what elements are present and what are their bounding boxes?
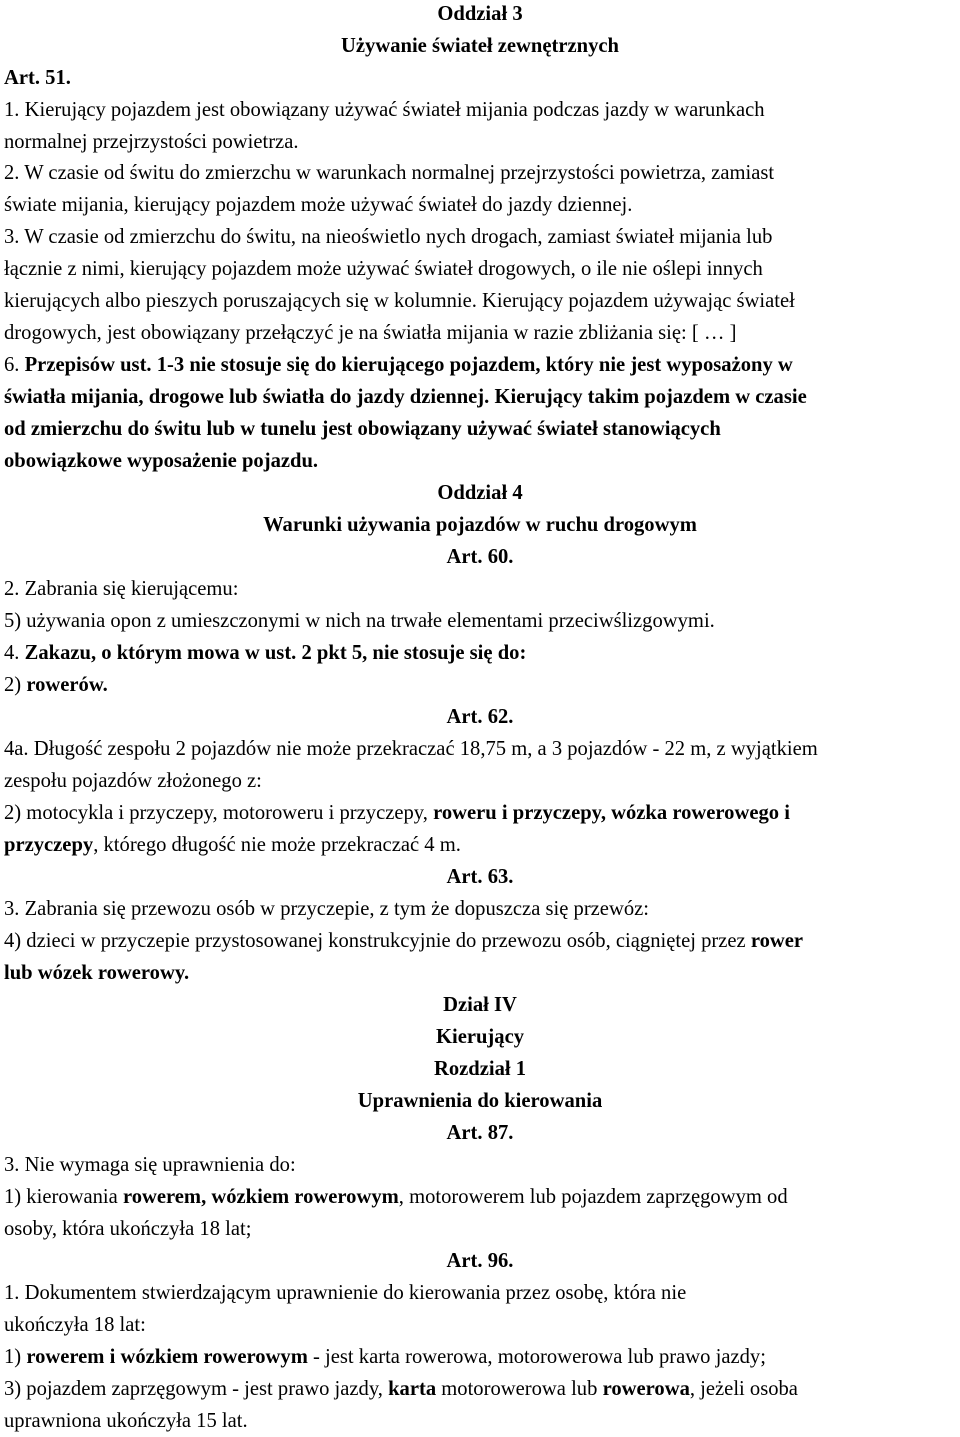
text-run: , którego długość nie może przekraczać 4 m. [93, 834, 461, 856]
text-run-bold: przyczepy [4, 834, 94, 856]
paragraph-line: 1. Dokumentem stwierdzającym uprawnienie do kierowania przez osobę, która nie [4, 1282, 687, 1304]
article-heading: Art. 87. [446, 1122, 514, 1144]
text-run: - jest karta rowerowa, motorowerowa lub prawo jazdy; [307, 1346, 766, 1368]
division-heading: Dział IV [443, 994, 517, 1016]
text-run: , jeżeli osoba [689, 1378, 798, 1400]
paragraph-line [4, 925, 946, 957]
section-heading: Oddział 4 [437, 482, 523, 504]
text-run-bold: rowerów. [26, 674, 108, 696]
paragraph-line: od zmierzchu do świtu lub w tunelu jest obowiązany używać świateł stanowiących [4, 418, 721, 440]
section-subheading: Używanie świateł zewnętrznych [341, 35, 619, 57]
text-run: 1) [4, 1346, 27, 1368]
text-run: 4. [4, 642, 25, 664]
text-run: , motorowerem lub pojazdem zaprzęgowym od [398, 1186, 788, 1208]
text-run: 6. [4, 354, 25, 376]
text-run: 2) [4, 674, 27, 696]
text-run-bold: roweru i przyczepy, wózka rowerowego i [433, 802, 790, 824]
paragraph-line: 3. Zabrania się przewozu osób w przyczepie, z tym że dopuszcza się przewóz: [4, 898, 649, 920]
text-run: 4) dzieci w przyczepie przystosowanej konstrukcyjnie do przewozu osób, ciągniętej przez [4, 930, 751, 952]
paragraph-line [4, 1373, 946, 1405]
paragraph-line [4, 1181, 946, 1213]
article-heading: Art. 62. [446, 706, 514, 728]
paragraph-line: osoby, która ukończyła 18 lat; [4, 1218, 252, 1240]
text-run-bold: Zakazu, o którym mowa w ust. 2 pkt 5, nie stosuje się do: [24, 642, 527, 664]
text-run-bold: Przepisów ust. 1-3 nie stosuje się do kierującego pojazdem, który nie jest wyposażony w [24, 354, 793, 376]
article-heading: Art. 51. [4, 67, 71, 89]
paragraph-line: świate mijania, kierujący pojazdem może używać świateł do jazdy dziennej. [4, 194, 633, 216]
text-run: motorowerowa lub [436, 1378, 603, 1400]
paragraph-line [4, 1341, 946, 1373]
article-heading: Art. 96. [446, 1250, 514, 1272]
text-run-bold: rowerem, wózkiem rowerowym [122, 1186, 399, 1208]
section-heading: Oddział 3 [437, 3, 523, 25]
paragraph-line: normalnej przejrzystości powietrza. [4, 131, 299, 153]
text-run-bold: rowerowa [602, 1378, 690, 1400]
paragraph-line [4, 349, 946, 381]
section-subheading: Warunki używania pojazdów w ruchu drogowym [263, 514, 697, 536]
paragraph-line: 2. Zabrania się kierującemu: [4, 578, 239, 600]
article-heading: Art. 63. [446, 866, 514, 888]
text-run-bold: rowerem i wózkiem rowerowym [26, 1346, 308, 1368]
paragraph-line: światła mijania, drogowe lub światła do jazdy dziennej. Kierujący takim pojazdem w czasie [4, 386, 807, 408]
text-run-bold: rower [750, 930, 804, 952]
paragraph-line: zespołu pojazdów złożonego z: [4, 770, 262, 792]
paragraph-line: kierujących albo pieszych poruszających się w kolumnie. Kierujący pojazdem używając świateł [4, 290, 795, 312]
text-run: 1) kierowania [4, 1186, 123, 1208]
chapter-subheading: Uprawnienia do kierowania [357, 1090, 603, 1112]
paragraph-line: uprawniona ukończyła 15 lat. [4, 1410, 248, 1432]
paragraph-line [4, 637, 946, 669]
chapter-heading: Rozdział 1 [433, 1058, 527, 1080]
text-run-bold: karta [388, 1378, 437, 1400]
text-run: 3) pojazdem zaprzęgowym - jest prawo jazdy, [4, 1378, 389, 1400]
paragraph-line: 3. W czasie od zmierzchu do świtu, na nieoświetlo nych drogach, zamiast świateł mijania lub [4, 226, 773, 248]
article-heading: Art. 60. [446, 546, 514, 568]
paragraph-line: 2. W czasie od świtu do zmierzchu w warunkach normalnej przejrzystości powietrza, zamiast [4, 162, 775, 184]
paragraph-line: drogowych, jest obowiązany przełączyć je na światła mijania w razie zbliżania się: [ … ] [4, 322, 737, 344]
paragraph-line: 5) używania opon z umieszczonymi w nich na trwałe elementami przeciwślizgowymi. [4, 610, 715, 632]
text-run: 2) motocykla i przyczepy, motoroweru i przyczepy, [4, 802, 434, 824]
paragraph-line: 4a. Długość zespołu 2 pojazdów nie może przekraczać 18,75 m, a 3 pojazdów - 22 m, z wyjątkiem [4, 738, 818, 760]
paragraph-line: 3. Nie wymaga się uprawnienia do: [4, 1154, 296, 1176]
paragraph-line: łącznie z nimi, kierujący pojazdem może używać świateł drogowych, o ile nie oślepi innych [4, 258, 763, 280]
division-subheading: Kierujący [435, 1026, 525, 1048]
paragraph-line: lub wózek rowerowy. [4, 962, 190, 984]
paragraph-line: obowiązkowe wyposażenie pojazdu. [4, 450, 319, 472]
paragraph-line: 1. Kierujący pojazdem jest obowiązany używać świateł mijania podczas jazdy w warunkach [4, 99, 765, 121]
paragraph-line: ukończyła 18 lat: [4, 1314, 146, 1336]
paragraph-line [4, 669, 946, 701]
paragraph-line [4, 829, 946, 861]
paragraph-line [4, 797, 946, 829]
